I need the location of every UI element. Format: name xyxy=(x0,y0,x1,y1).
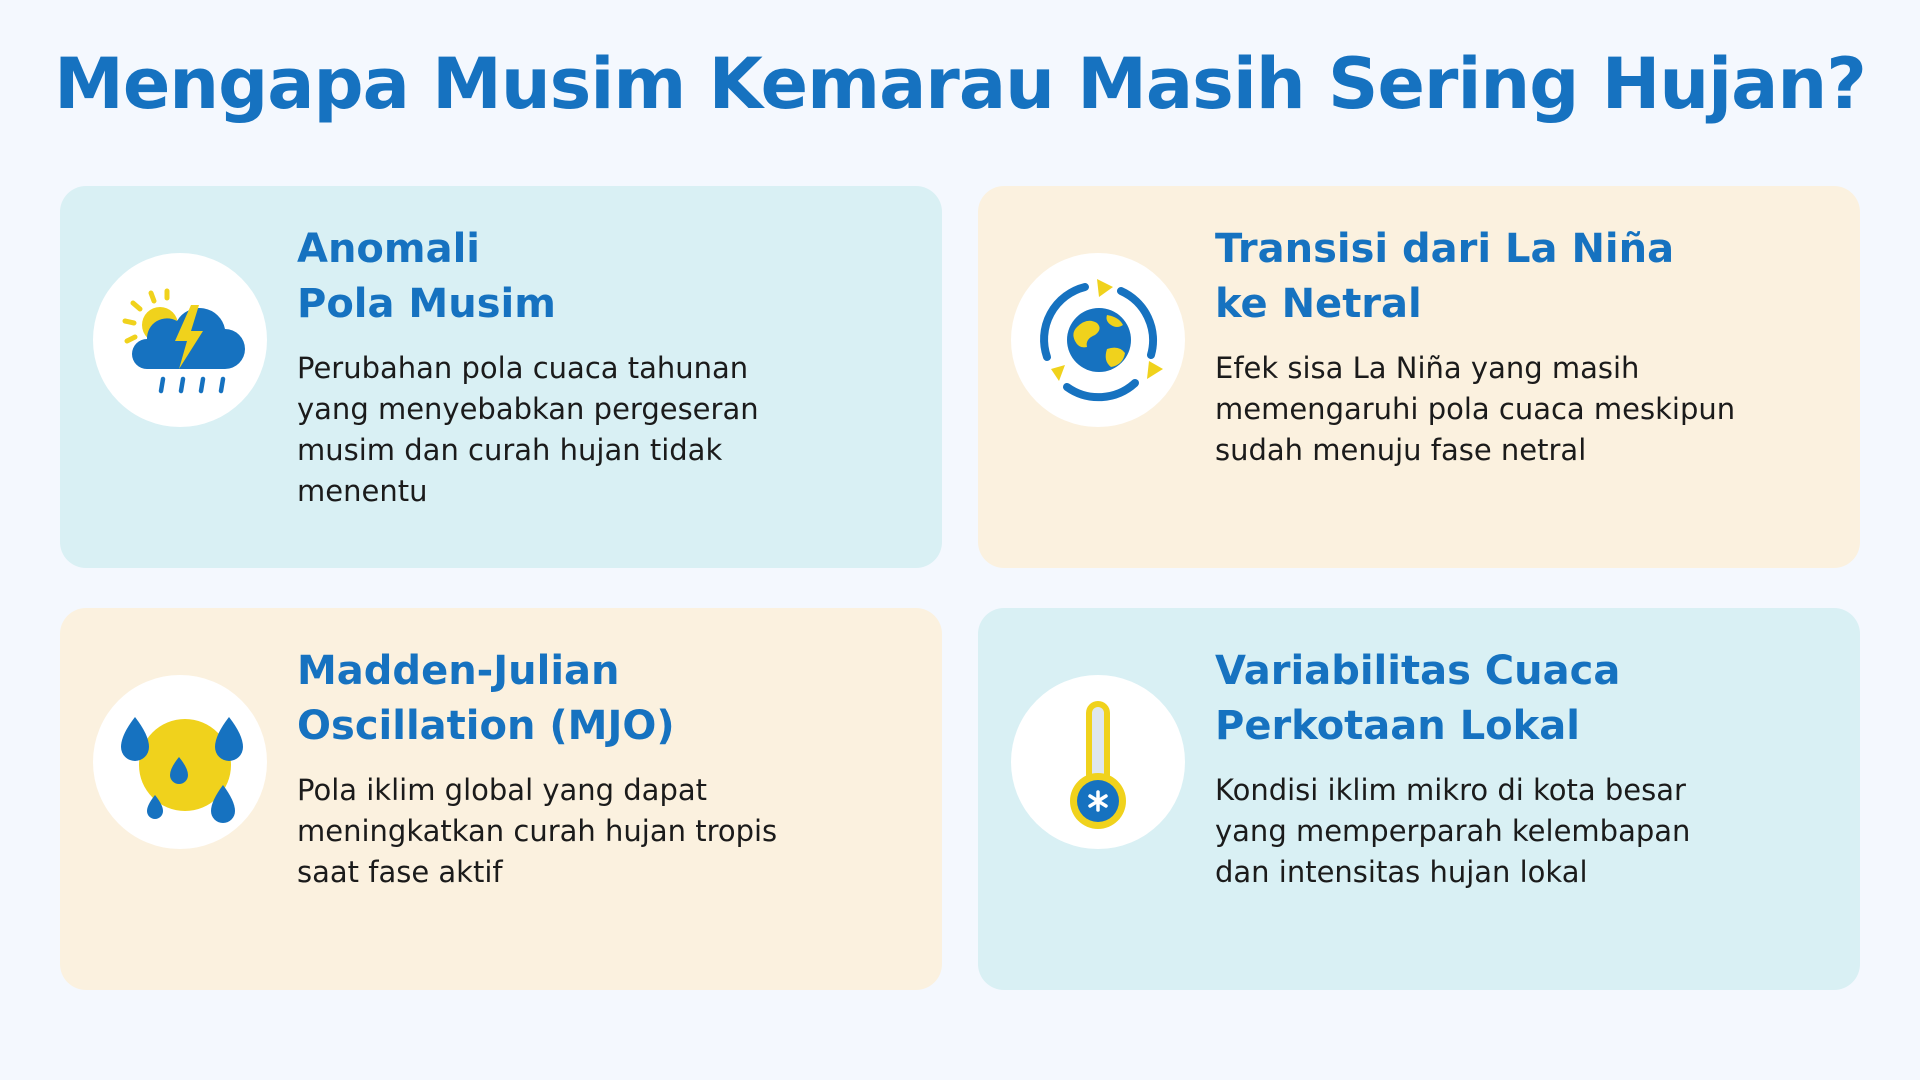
icon-circle xyxy=(93,675,267,849)
card-title: Anomali Pola Musim xyxy=(297,226,556,327)
card-description: Efek sisa La Niña yang masih memengaruhi pola cuaca meskipun sudah menuju fase netral xyxy=(1215,351,1736,467)
page-title: Mengapa Musim Kemarau Masih Sering Hujan? xyxy=(54,43,1866,125)
storm-cloud-icon xyxy=(105,265,255,415)
card-title: Madden-Julian Oscillation (MJO) xyxy=(297,648,675,749)
globe-cycle-icon xyxy=(1023,265,1173,415)
icon-circle xyxy=(93,253,267,427)
card-description: Kondisi iklim mikro di kota besar yang memperparah kelembapan dan intensitas hujan lokal xyxy=(1215,773,1691,889)
card-anomali-pola-musim xyxy=(60,186,942,568)
icon-circle xyxy=(1011,253,1185,427)
icon-circle xyxy=(1011,675,1185,849)
card-title: Transisi dari La Niña ke Netral xyxy=(1215,226,1675,327)
raindrops-icon xyxy=(105,687,255,837)
card-mjo xyxy=(60,608,942,990)
card-variabilitas-cuaca xyxy=(978,608,1860,990)
thermometer-icon xyxy=(1023,687,1173,837)
card-description: Perubahan pola cuaca tahunan yang menyebabkan pergeseran musim dan curah hujan tidak menentu xyxy=(297,351,759,508)
card-transisi-la-nina xyxy=(978,186,1860,568)
card-title: Variabilitas Cuaca Perkotaan Lokal xyxy=(1215,648,1621,749)
card-description: Pola iklim global yang dapat meningkatkan curah hujan tropis saat fase aktif xyxy=(297,773,778,889)
